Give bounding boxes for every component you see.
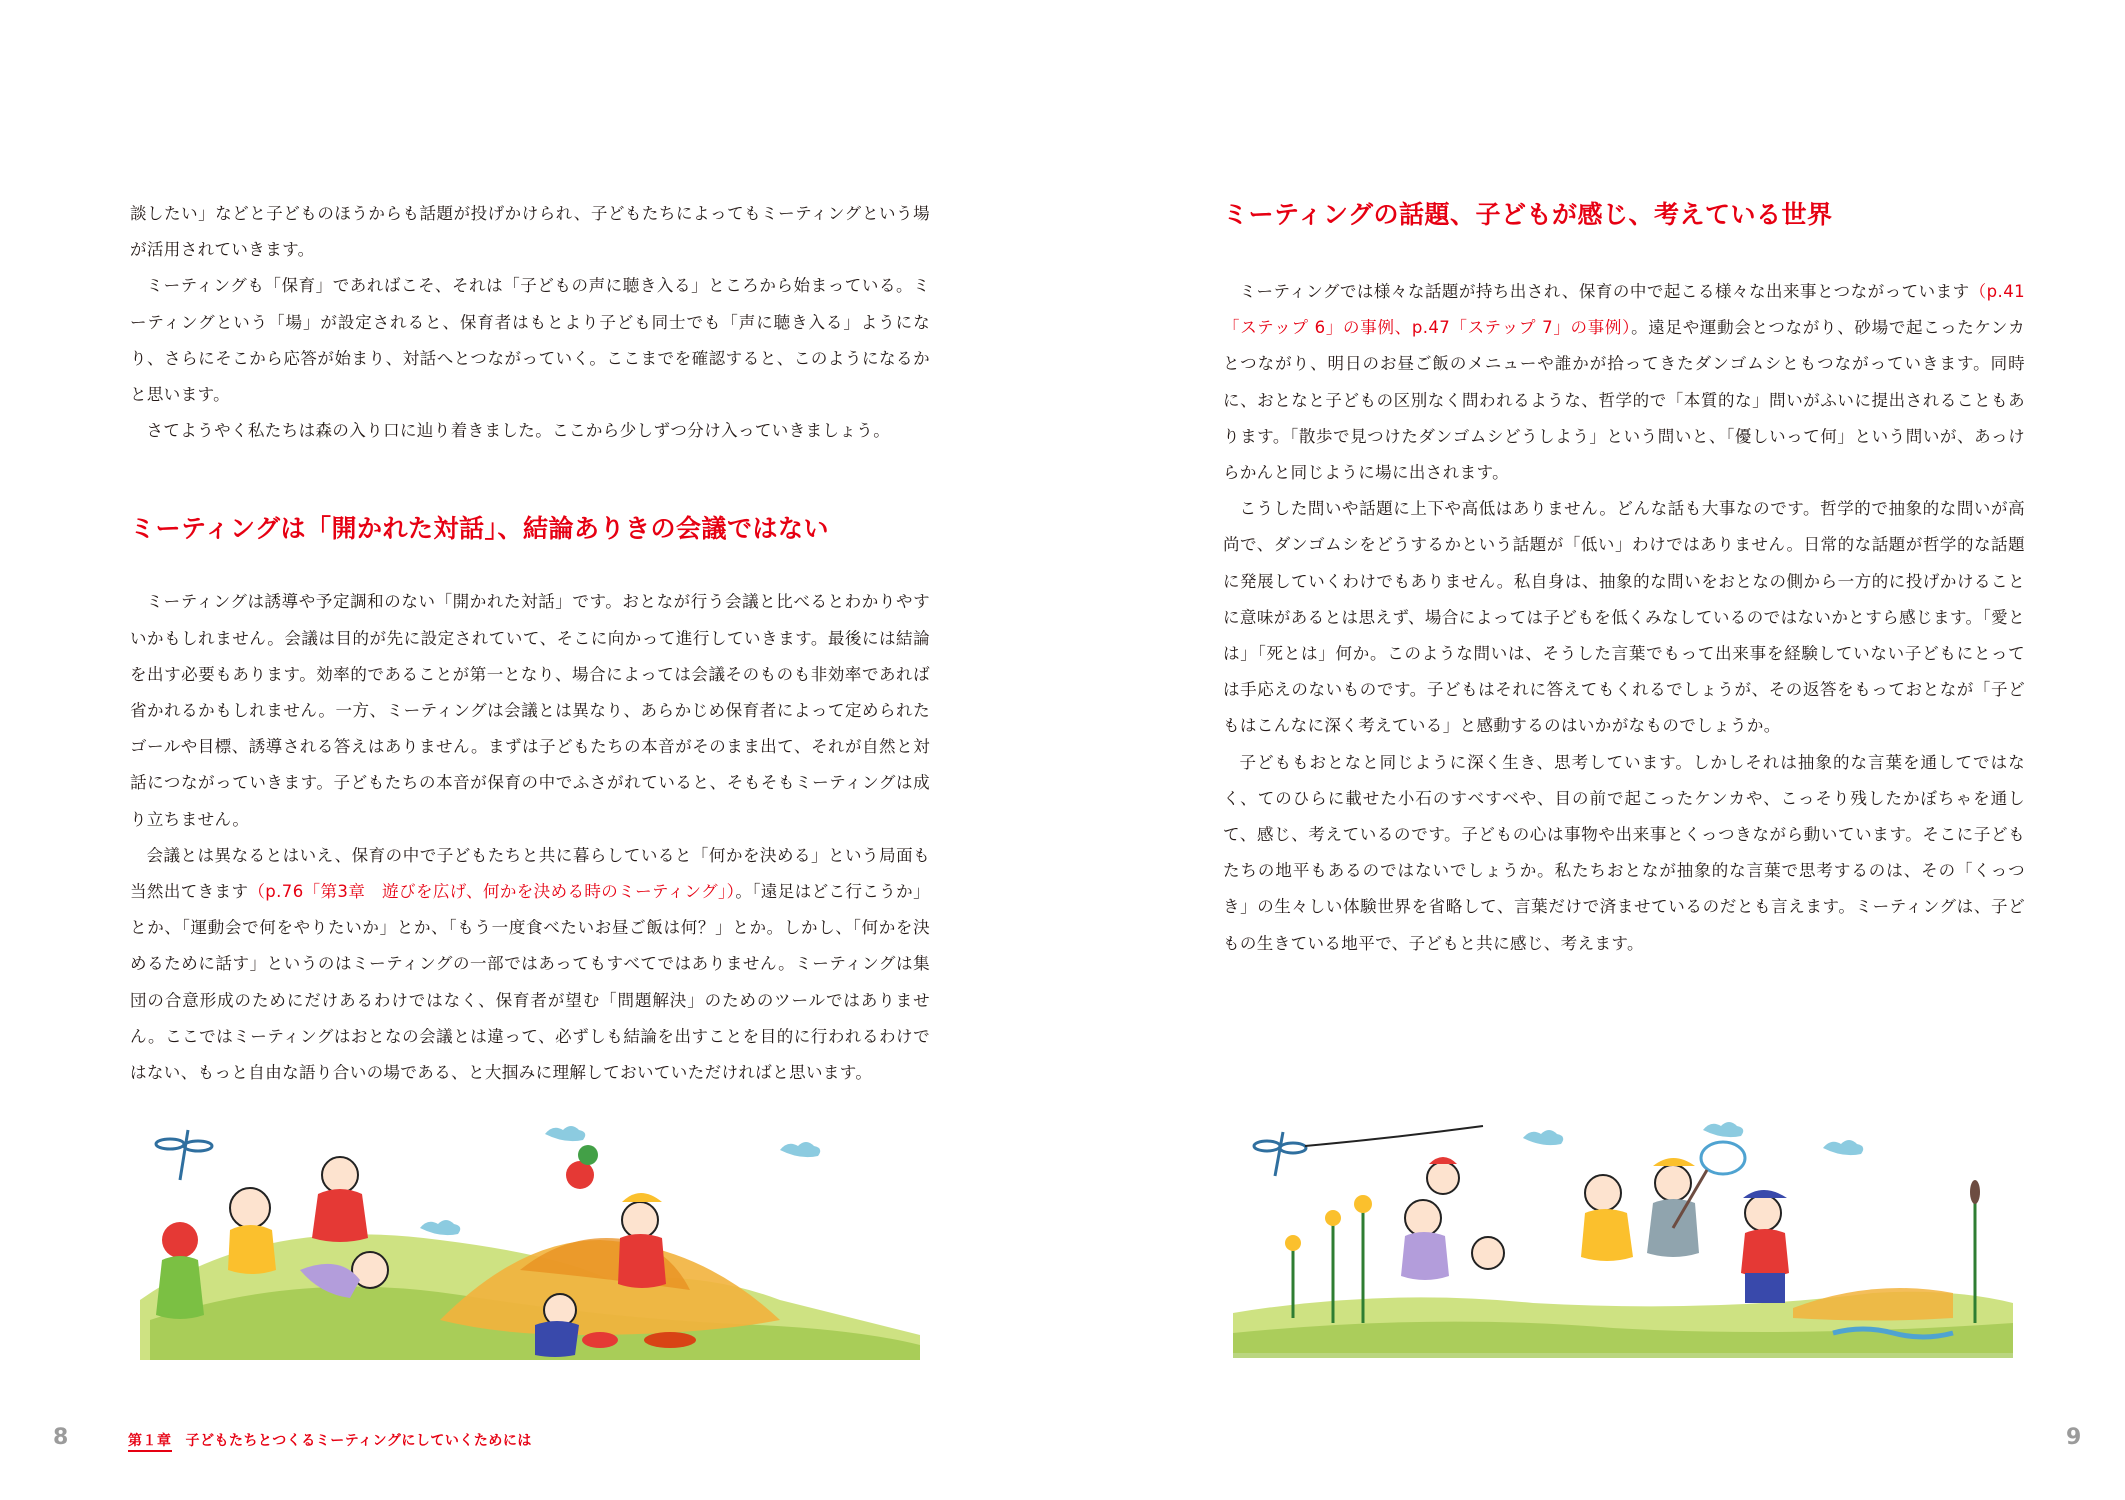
- page-number-right: 9: [2066, 1425, 2082, 1450]
- right-text-column: [1223, 274, 2025, 962]
- page-number-left: 8: [53, 1425, 69, 1450]
- right-paragraph-1-part-b: 。遠足や運動会とつながり、砂場で起こったケンカとつながり、明日のお昼ご飯のメニューや誰かが拾ってきたダンゴムシともつながっていきます。同時に、おとなと子どもの区別なく問われるような、哲学的で「本質的な」問いがふいに提出されることもあります。「散歩で見つけたダンゴムシどうしよう」という問いと、「優しいって何」という問いが、あっけらかんと同じように場に出されます。: [1223, 318, 2025, 483]
- right-paragraph-1: [1223, 274, 2025, 491]
- left-text-column: [130, 196, 930, 1091]
- children-insect-net-illustration: [1233, 1118, 2013, 1358]
- body-paragraph-1: ミーティングは誘導や予定調和のない「開かれた対話」です。おとなが行う会議と比べるとわかりやすいかもしれません。会議は目的が先に設定されていて、そこに向かって進行していきます。最後には結論を出す必要もあります。効率的であることが第一となり、場合によっては会議そのものも非効率であれば省かれるかもしれません。一方、ミーティングは会議とは異なり、あらかじめ保育者によって定められたゴールや目標、誘導される答えはありません。まずは子どもたちの本音がそのまま出て、それが自然と対話につながっていきます。子どもたちの本音が保育の中でふさがれていると、そもそもミーティングは成り立ちません。: [130, 592, 930, 829]
- running-chapter-title: 子どもたちとつくるミーティングにしていくためには: [185, 1433, 532, 1449]
- children-playing-hill-illustration: [140, 1120, 920, 1360]
- intro-paragraph-3: さてようやく私たちは森の入り口に辿り着きました。ここから少しずつ分け入っていきましょう。: [146, 421, 891, 441]
- running-header: [128, 1430, 532, 1450]
- cross-reference-link[interactable]: （p.41「ステップ 6」の事例、p.47「ステップ 7」の事例）: [1223, 282, 2025, 338]
- right-paragraph-3: 子どももおとなと同じように深く生き、思考しています。しかしそれは抽象的な言葉を通してではなく、てのひらに載せた小石のすべすべや、目の前で起こったケンカや、こっそり残したかぼちゃを通して、感じ、考えているのです。子どもの心は事物や出来事とくっつきながら動いています。そこに子どもたちの地平もあるのではないでしょうか。私たちおとなが抽象的な言葉で思考するのは、その「くっつき」の生々しい体験世界を省略して、言葉だけで済ませているのだとも言えます。ミーティングは、子どもの生きている地平で、子どもと共に感じ、考えます。: [1223, 752, 2025, 953]
- right-page: [1063, 0, 2125, 1500]
- intro-paragraph-1: 談したい」などと子どものほうからも話題が投げかけられ、子どもたちによってもミーティングという場が活用されていきます。: [130, 204, 930, 260]
- body-paragraph-2-part-b: 。「遠足はどこ行こうか」とか、「運動会で何をやりたいか」とか、「もう一度食べたいお昼ご飯は何？」とか。しかし、「何かを決めるために話す」というのはミーティングの一部ではあってもすべてではありません。ミーティングは集団の合意形成のためにだけあるわけではなく、保育者が望む「問題解決」のためのツールではありません。ここではミーティングはおとなの会議とは違って、必ずしも結論を出すことを目的に行われるわけではない、もっと自由な語り合いの場である、と大掴みに理解しておいていただければと思います。: [130, 882, 930, 1083]
- cross-reference-link[interactable]: （p.76「第3章 遊びを広げ、何かを決める時のミーティング」）: [248, 882, 736, 902]
- right-paragraph-1-part-a: ミーティングでは様々な話題が持ち出され、保育の中で起こる様々な出来事とつながっています: [1239, 282, 1970, 301]
- running-chapter-label: 第１章: [128, 1433, 172, 1452]
- intro-paragraph-2: ミーティングも「保育」であればこそ、それは「子どもの声に聴き入る」ところから始まっている。ミーティングという「場」が設定されると、保育者はもとより子ども同士でも「声に聴き入る」ようになり、さらにそこから応答が始まり、対話へとつながっていく。ここまでを確認すると、このようになるかと思います。: [130, 276, 930, 405]
- body-paragraph-2: [130, 838, 930, 1091]
- section-heading-children-world: ミーティングの話題、子どもが感じ、考えている世界: [1223, 200, 1833, 229]
- left-page: [0, 0, 1062, 1500]
- body-paragraph-2-part-a: 会議とは異なるとはいえ、保育の中で子どもたちと共に暮らしていると「何かを決める」という局面も当然出てきます: [130, 845, 930, 902]
- right-paragraph-2: こうした問いや話題に上下や高低はありません。どんな話も大事なのです。哲学的で抽象的な問いが高尚で、ダンゴムシをどうするかという話題が「低い」わけではありません。日常的な話題が哲学的な話題に発展していくわけでもありません。私自身は、抽象的な問いをおとなの側から一方的に投げかけることに意味があるとは思えず、場合によっては子どもを低くみなしているのではないかとすら感じます。「愛とは」「死とは」何か。このような問いは、そうした言葉でもって出来事を経験していない子どもにとっては手応えのないものです。子どもはそれに答えてもくれるでしょうが、その返答をもっておとなが「子どもはこんなに深く考えている」と感動するのはいかがなものでしょうか。: [1223, 499, 2025, 736]
- section-heading-open-dialogue: ミーティングは「開かれた対話」、結論ありきの会議ではない: [130, 514, 830, 544]
